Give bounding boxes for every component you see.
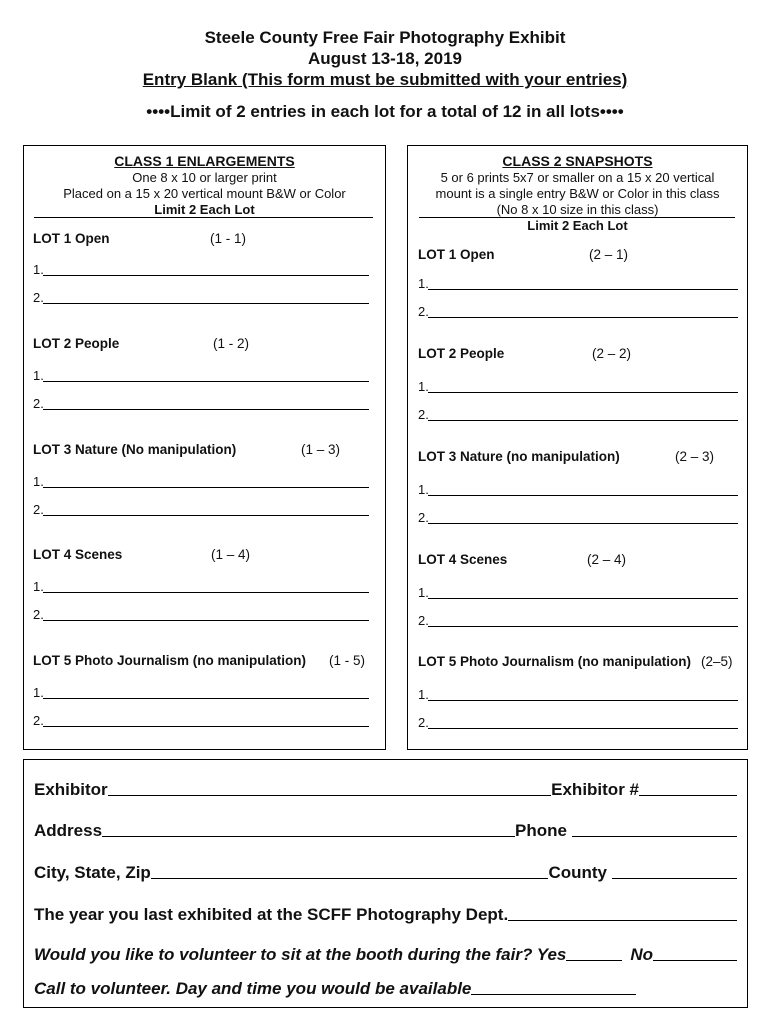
class1-box bbox=[23, 145, 386, 750]
availability-field[interactable] bbox=[471, 994, 636, 995]
class2-description-1: 5 or 6 prints 5x7 or smaller on a 15 x 20 vertical bbox=[440, 170, 715, 185]
volunteer-yes-field[interactable] bbox=[566, 960, 622, 961]
entry-blank-heading: Entry Blank (This form must be submitted with your entries) bbox=[142, 70, 628, 89]
class2-lot4-entry1-field[interactable]: 1. bbox=[418, 585, 738, 601]
class2-lot1-code: (2 – 1) bbox=[589, 247, 629, 262]
class2-lot5-label: LOT 5 Photo Journalism (no manipulation) bbox=[418, 654, 691, 669]
class1-lot2-entry1-field[interactable]: 1. bbox=[33, 368, 369, 384]
class2-lot4-label: LOT 4 Scenes bbox=[418, 552, 508, 567]
exhibitor-label: Exhibitor bbox=[34, 780, 108, 799]
exhibitor-number-field[interactable] bbox=[639, 795, 737, 796]
class2-title: CLASS 2 SNAPSHOTS bbox=[502, 153, 653, 169]
phone-label: Phone bbox=[515, 821, 567, 840]
class1-description-1: One 8 x 10 or larger print bbox=[132, 170, 277, 185]
class2-lot2-code: (2 – 2) bbox=[592, 346, 632, 361]
class2-lot3-entry1-field[interactable]: 1. bbox=[418, 482, 738, 498]
class2-lot1-entry1-field[interactable]: 1. bbox=[418, 276, 738, 292]
entry-limit-notice: ••••Limit of 2 entries in each lot for a total of 12 in all lots•••• bbox=[146, 102, 624, 121]
last-exhibited-field[interactable] bbox=[508, 920, 737, 921]
exhibitor-number-label: Exhibitor # bbox=[551, 780, 639, 799]
address-row bbox=[34, 817, 737, 841]
class2-lot3-code: (2 – 3) bbox=[675, 449, 715, 464]
class1-lot5-code: (1 - 5) bbox=[329, 653, 366, 668]
class2-lot4-code: (2 – 4) bbox=[587, 552, 627, 567]
city-state-zip-field[interactable] bbox=[151, 878, 549, 879]
class1-lot5-label: LOT 5 Photo Journalism (no manipulation) bbox=[33, 653, 306, 668]
class1-divider bbox=[34, 217, 373, 218]
phone-field[interactable] bbox=[572, 836, 737, 837]
class2-description-2: mount is a single entry B&W or Color in this class bbox=[435, 186, 720, 201]
class2-lot3-label: LOT 3 Nature (no manipulation) bbox=[418, 449, 620, 464]
class1-limit: Limit 2 Each Lot bbox=[154, 202, 255, 217]
class1-lot2-label: LOT 2 People bbox=[33, 336, 120, 351]
county-field[interactable] bbox=[612, 878, 737, 879]
volunteer-no-field[interactable] bbox=[653, 960, 737, 961]
form-dates: August 13-18, 2019 bbox=[307, 49, 462, 68]
class1-lot3-entry1-field[interactable]: 1. bbox=[33, 474, 369, 490]
class2-lot5-code: (2–5) bbox=[701, 654, 733, 669]
class2-box bbox=[407, 145, 748, 750]
class2-lot5-entry1-field[interactable]: 1. bbox=[418, 687, 738, 703]
class1-lot5-entry2-field[interactable]: 2. bbox=[33, 713, 369, 729]
class1-lot3-code: (1 – 3) bbox=[301, 442, 341, 457]
volunteer-row bbox=[34, 941, 737, 965]
class2-lot1-label: LOT 1 Open bbox=[418, 247, 495, 262]
class1-lot1-code: (1 - 1) bbox=[210, 231, 247, 246]
class1-lot1-entry2-field[interactable]: 2. bbox=[33, 290, 369, 306]
city-row bbox=[34, 859, 737, 883]
class2-lot2-label: LOT 2 People bbox=[418, 346, 505, 361]
class2-lot5-entry2-field[interactable]: 2. bbox=[418, 715, 738, 731]
class1-title: CLASS 1 ENLARGEMENTS bbox=[114, 153, 295, 169]
class1-lot4-entry2-field[interactable]: 2. bbox=[33, 607, 369, 623]
class2-lot3-entry2-field[interactable]: 2. bbox=[418, 510, 738, 526]
exhibitor-name-field[interactable] bbox=[108, 795, 551, 796]
class2-lot2-entry1-field[interactable]: 1. bbox=[418, 379, 738, 395]
class1-lot5-entry1-field[interactable]: 1. bbox=[33, 685, 369, 701]
class1-lot1-label: LOT 1 Open bbox=[33, 231, 110, 246]
city-state-zip-label: City, State, Zip bbox=[34, 863, 151, 882]
class2-lot2-entry2-field[interactable]: 2. bbox=[418, 407, 738, 423]
class2-lot1-entry2-field[interactable]: 2. bbox=[418, 304, 738, 320]
last-exhibited-row bbox=[34, 901, 737, 925]
address-field[interactable] bbox=[102, 836, 515, 837]
class1-lot3-label: LOT 3 Nature (No manipulation) bbox=[33, 442, 237, 457]
class1-lot4-label: LOT 4 Scenes bbox=[33, 547, 123, 562]
class1-lot2-code: (1 - 2) bbox=[213, 336, 250, 351]
address-label: Address bbox=[34, 821, 103, 840]
class1-lot2-entry2-field[interactable]: 2. bbox=[33, 396, 369, 412]
last-exhibited-label: The year you last exhibited at the SCFF Photography Dept. bbox=[34, 905, 509, 924]
county-label: County bbox=[548, 863, 607, 882]
exhibitor-box bbox=[23, 759, 748, 1008]
class1-description-2: Placed on a 15 x 20 vertical mount B&W or Color bbox=[63, 186, 346, 201]
class2-description-3: (No 8 x 10 size in this class) bbox=[496, 202, 659, 217]
class1-lot3-entry2-field[interactable]: 2. bbox=[33, 502, 369, 518]
form-title: Steele County Free Fair Photography Exhibit bbox=[204, 28, 566, 47]
class2-lot4-entry2-field[interactable]: 2. bbox=[418, 613, 738, 629]
class2-limit: Limit 2 Each Lot bbox=[527, 218, 628, 233]
class1-lot4-entry1-field[interactable]: 1. bbox=[33, 579, 369, 595]
class1-lot4-code: (1 – 4) bbox=[211, 547, 251, 562]
class1-lot1-entry1-field[interactable]: 1. bbox=[33, 262, 369, 278]
call-row bbox=[34, 975, 636, 999]
call-to-volunteer-label: Call to volunteer. Day and time you would be available bbox=[34, 979, 472, 998]
exhibitor-row bbox=[34, 776, 737, 800]
volunteer-question: Would you like to volunteer to sit at the booth during the fair? Yes bbox=[34, 945, 567, 964]
volunteer-no-label: No bbox=[630, 945, 654, 964]
